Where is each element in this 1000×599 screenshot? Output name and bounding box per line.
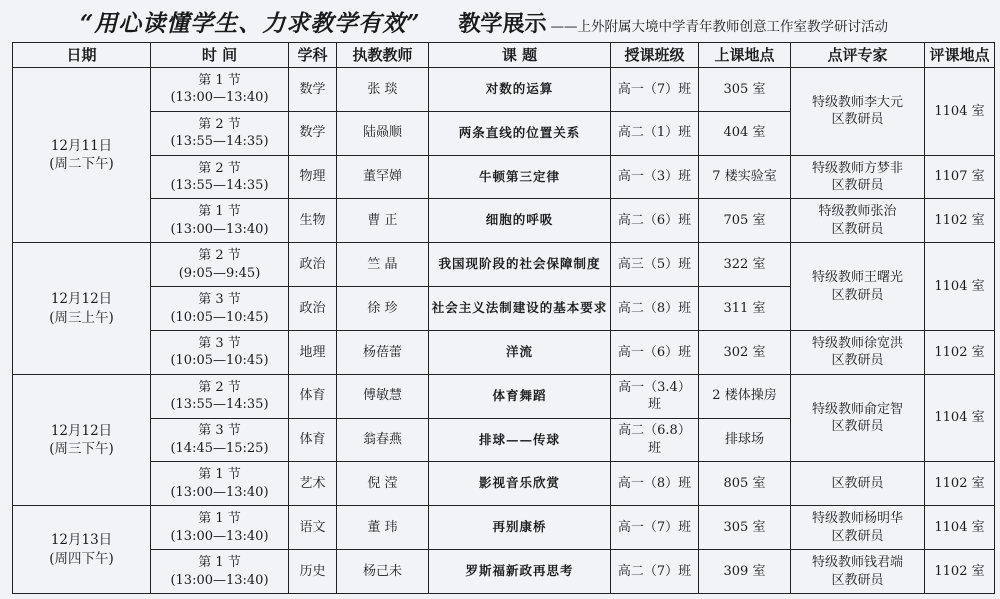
topic-cell: 排球——传球 [429, 418, 611, 462]
table-row [13, 68, 995, 112]
expert-line: 特级教师杨明华 [811, 511, 903, 527]
col-header-expert: 点评专家 [791, 43, 925, 68]
time-cell [151, 418, 289, 462]
expert-cell [791, 199, 925, 243]
teacher-cell: 徐 珍 [337, 287, 429, 331]
expert-line: 区教研员 [831, 476, 884, 492]
expert-cell [791, 506, 925, 550]
room-cell: 302 室 [699, 330, 791, 374]
expert-line: 区教研员 [831, 287, 884, 303]
class-cell: 高二（6.8）班 [611, 418, 699, 462]
class-cell: 高二（6）班 [611, 199, 699, 243]
col-header-room: 上课地点 [699, 43, 791, 68]
col-header-teacher: 执教教师 [337, 43, 429, 68]
period-label: 第 1 节 [198, 511, 241, 527]
time-cell [151, 287, 289, 331]
expert-cell [791, 374, 925, 462]
topic-cell: 社会主义法制建设的基本要求 [429, 287, 611, 331]
teacher-cell: 杨己未 [337, 550, 429, 594]
topic-cell: 牛顿第三定律 [429, 155, 611, 199]
review-venue-cell: 1104 室 [925, 506, 995, 550]
room-cell: 排球场 [699, 418, 791, 462]
col-header-date: 日期 [13, 43, 151, 68]
period-label: 第 1 节 [198, 467, 241, 483]
time-cell [151, 68, 289, 112]
title-row [80, 8, 888, 38]
table-row [13, 506, 995, 550]
time-cell [151, 374, 289, 418]
room-cell: 805 室 [699, 462, 791, 506]
time-range: (9:05—9:45) [178, 265, 261, 281]
subject-cell: 生物 [289, 199, 337, 243]
time-cell [151, 199, 289, 243]
topic-cell: 影视音乐欣赏 [429, 462, 611, 506]
period-label: 第 3 节 [198, 292, 241, 307]
expert-line: 区教研员 [831, 221, 884, 237]
subject-cell: 语文 [289, 506, 337, 550]
time-cell [151, 111, 289, 155]
subject-cell: 政治 [289, 243, 337, 287]
class-cell: 高二（1）班 [611, 111, 699, 155]
teacher-cell: 董 玮 [337, 506, 429, 550]
subject-cell: 数学 [289, 111, 337, 155]
room-cell: 322 室 [699, 243, 791, 287]
review-venue-cell: 1107 室 [925, 155, 995, 199]
expert-line: 区教研员 [831, 572, 884, 588]
expert-line: 区教研员 [831, 353, 884, 369]
date-cell [13, 374, 151, 505]
col-header-review-venue: 评课地点 [925, 43, 995, 68]
time-range: (13:00—13:40) [170, 90, 269, 106]
subject-cell: 艺术 [289, 462, 337, 506]
subject-cell: 物理 [289, 155, 337, 199]
time-range: (13:00—13:40) [170, 221, 269, 237]
time-range: (10:05—10:45) [170, 309, 269, 325]
subject-cell: 数学 [289, 68, 337, 112]
period-label: 第 1 节 [198, 555, 241, 570]
date-line: 12月11日 [50, 137, 113, 154]
review-venue-cell: 1104 室 [925, 374, 995, 462]
expert-line: 区教研员 [831, 528, 884, 544]
table-row [13, 155, 995, 199]
table-row [13, 550, 995, 594]
teacher-cell: 傅敏慧 [337, 374, 429, 418]
time-range: (13:55—14:35) [170, 178, 269, 194]
period-label: 第 2 节 [198, 248, 241, 264]
period-label: 第 2 节 [198, 160, 241, 176]
teacher-cell: 曹 正 [337, 199, 429, 243]
date-cell [13, 506, 151, 594]
topic-cell: 我国现阶段的社会保障制度 [429, 243, 611, 287]
col-header-time: 时 间 [151, 43, 289, 68]
class-cell: 高一（8）班 [611, 462, 699, 506]
topic-cell: 细胞的呼吸 [429, 199, 611, 243]
review-venue-cell: 1104 室 [925, 243, 995, 331]
date-line: 12月12日 [50, 422, 113, 439]
class-cell: 高一（7）班 [611, 506, 699, 550]
schedule-body [13, 68, 995, 594]
topic-cell: 两条直线的位置关系 [429, 111, 611, 155]
expert-cell [791, 462, 925, 506]
review-venue-cell: 1102 室 [925, 199, 995, 243]
main-title: “用心读懂学生、力求教学有效” [80, 10, 421, 37]
expert-line: 特级教师钱君端 [811, 555, 903, 570]
expert-line: 区教研员 [831, 419, 884, 435]
time-range: (14:45—15:25) [170, 441, 269, 457]
class-cell: 高二（8）班 [611, 287, 699, 331]
date-line: (周三上午) [49, 309, 114, 326]
class-cell: 高一（3.4）班 [611, 374, 699, 418]
col-header-subject: 学科 [289, 43, 337, 68]
expert-line: 特级教师徐宽洪 [811, 335, 903, 351]
time-cell [151, 330, 289, 374]
class-cell: 高一（3）班 [611, 155, 699, 199]
topic-cell: 洋流 [429, 330, 611, 374]
subject-cell: 体育 [289, 418, 337, 462]
expert-line: 区教研员 [831, 178, 884, 194]
time-cell [151, 155, 289, 199]
expert-cell [791, 68, 925, 156]
teacher-cell: 董罕婵 [337, 155, 429, 199]
topic-cell: 对数的运算 [429, 68, 611, 112]
expert-line: 区教研员 [831, 112, 884, 128]
table-row [13, 243, 995, 287]
time-range: (13:55—14:35) [170, 134, 269, 150]
room-cell: 7 楼实验室 [699, 155, 791, 199]
review-venue-cell: 1102 室 [925, 330, 995, 374]
date-line: 12月12日 [50, 291, 113, 308]
subject-cell: 政治 [289, 287, 337, 331]
date-line: (周二下午) [49, 156, 114, 173]
room-cell: 705 室 [699, 199, 791, 243]
room-cell: 309 室 [699, 550, 791, 594]
room-cell: 2 楼体操房 [699, 374, 791, 418]
period-label: 第 3 节 [198, 423, 241, 439]
room-cell: 305 室 [699, 506, 791, 550]
review-venue-cell: 1102 室 [925, 550, 995, 594]
room-cell: 311 室 [699, 287, 791, 331]
header-row [13, 43, 995, 68]
schedule-table [12, 42, 995, 594]
subject-cell: 历史 [289, 550, 337, 594]
table-row [13, 374, 995, 418]
table-row [13, 330, 995, 374]
review-venue-cell: 1104 室 [925, 68, 995, 156]
col-header-topic: 课 题 [429, 43, 611, 68]
time-cell [151, 550, 289, 594]
class-cell: 高一（6）班 [611, 330, 699, 374]
period-label: 第 2 节 [198, 116, 241, 132]
date-line: (周三下午) [49, 441, 114, 458]
period-label: 第 1 节 [198, 72, 241, 88]
room-cell: 404 室 [699, 111, 791, 155]
topic-cell: 罗斯福新政再思考 [429, 550, 611, 594]
expert-line: 特级教师俞定智 [811, 401, 903, 417]
time-cell [151, 243, 289, 287]
table-row [13, 199, 995, 243]
time-range: (13:00—13:40) [170, 572, 269, 588]
room-cell: 305 室 [699, 68, 791, 112]
col-header-class: 授课班级 [611, 43, 699, 68]
expert-line: 特级教师方梦非 [811, 160, 903, 176]
expert-cell [791, 155, 925, 199]
class-cell: 高三（5）班 [611, 243, 699, 287]
expert-cell [791, 330, 925, 374]
period-label: 第 3 节 [198, 335, 241, 351]
time-range: (13:00—13:40) [170, 528, 269, 544]
subject-cell: 地理 [289, 330, 337, 374]
section-label: 教学展示 [458, 11, 547, 37]
expert-line: 特级教师王曙光 [811, 270, 903, 286]
expert-cell [791, 550, 925, 594]
time-range: (10:05—10:45) [170, 353, 269, 369]
time-cell [151, 506, 289, 550]
date-cell [13, 243, 151, 374]
period-label: 第 1 节 [198, 204, 241, 220]
expert-line: 特级教师李大元 [811, 94, 903, 110]
date-cell [13, 68, 151, 243]
teacher-cell: 翁春燕 [337, 418, 429, 462]
class-cell: 高二（7）班 [611, 550, 699, 594]
date-line: (周四下午) [49, 550, 114, 567]
teacher-cell: 杨蓓蕾 [337, 330, 429, 374]
subtitle: ——上外附属大境中学青年教师创意工作室教学研讨活动 [550, 19, 888, 35]
period-label: 第 2 节 [198, 379, 241, 395]
expert-line: 特级教师张治 [818, 204, 897, 220]
teacher-cell: 陆赑顺 [337, 111, 429, 155]
topic-cell: 体育舞蹈 [429, 374, 611, 418]
subject-cell: 体育 [289, 374, 337, 418]
teacher-cell: 张 琰 [337, 68, 429, 112]
time-cell [151, 462, 289, 506]
time-range: (13:00—13:40) [170, 484, 269, 500]
table-row [13, 462, 995, 506]
class-cell: 高一（7）班 [611, 68, 699, 112]
date-line: 12月13日 [50, 532, 113, 549]
time-range: (13:55—14:35) [170, 397, 269, 413]
expert-cell [791, 243, 925, 331]
review-venue-cell: 1102 室 [925, 462, 995, 506]
topic-cell: 再别康桥 [429, 506, 611, 550]
teacher-cell: 倪 滢 [337, 462, 429, 506]
teacher-cell: 竺 晶 [337, 243, 429, 287]
